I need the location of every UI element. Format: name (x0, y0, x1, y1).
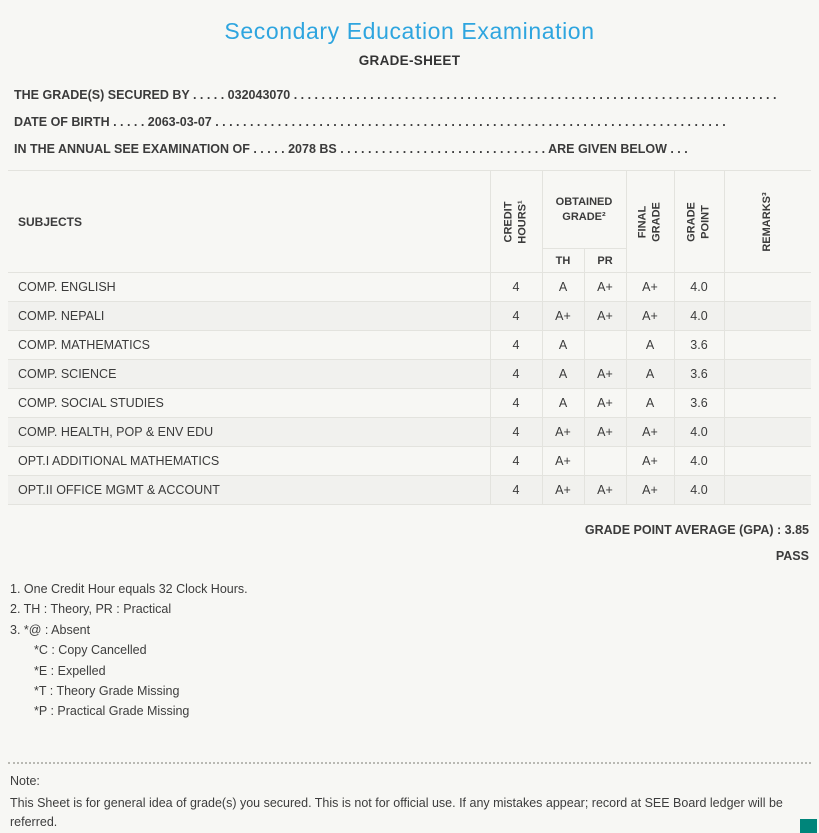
pr-grade-cell (584, 447, 626, 476)
pr-grade-cell: A+ (584, 389, 626, 418)
th-grade-cell: A+ (542, 476, 584, 505)
grades-table-body (8, 273, 811, 505)
col-header-th: TH (542, 249, 584, 273)
col-header-pr: PR (584, 249, 626, 273)
table-row (8, 273, 811, 302)
table-row (8, 331, 811, 360)
table-row (8, 476, 811, 505)
credit-cell: 4 (490, 273, 542, 302)
scroll-top-button[interactable] (800, 819, 817, 833)
note-label: Note: (10, 773, 40, 788)
table-row (8, 302, 811, 331)
remarks-cell (724, 360, 811, 389)
footnote-copy-cancelled: *C : Copy Cancelled (34, 643, 147, 658)
th-grade-cell: A (542, 331, 584, 360)
table-row (8, 389, 811, 418)
credit-cell: 4 (490, 389, 542, 418)
subject-cell: COMP. SOCIAL STUDIES (8, 389, 490, 418)
final-grade-cell: A+ (626, 447, 674, 476)
grade-point-label: GRADE POINT (685, 201, 711, 242)
footnote-absent: 3. *@ : Absent (10, 622, 91, 637)
remarks-label: REMARKS³ (760, 191, 773, 252)
final-grade-label: FINAL GRADE (636, 201, 662, 242)
credit-cell: 4 (490, 331, 542, 360)
footnote-expelled: *E : Expelled (34, 663, 106, 678)
th-grade-cell: A (542, 360, 584, 389)
grade-point-cell: 3.6 (674, 360, 724, 389)
col-header-remarks (724, 171, 811, 273)
subject-cell: OPT.II OFFICE MGMT & ACCOUNT (8, 476, 490, 505)
remarks-cell (724, 273, 811, 302)
final-grade-cell: A+ (626, 302, 674, 331)
credit-cell: 4 (490, 447, 542, 476)
subject-cell: COMP. SCIENCE (8, 360, 490, 389)
table-row (8, 360, 811, 389)
pr-grade-cell: A+ (584, 273, 626, 302)
note-text: This Sheet is for general idea of grade(s) you secured. This is not for official use. If any mistakes appear; record at SEE Board ledger will be referred. (10, 796, 783, 830)
date-of-birth-line: DATE OF BIRTH . . . . . 2063-03-07 . . . . . . . . . . . . . . . . . . . . . . . . . . . . . . . . . . . . . . . . . . . . . . . . . . . . . . . . . . . . . . . . . . . . . . . . . . (14, 115, 726, 129)
pr-grade-cell: A+ (584, 418, 626, 447)
grade-point-cell: 4.0 (674, 273, 724, 302)
exam-year-line: IN THE ANNUAL SEE EXAMINATION OF . . . . . 2078 BS . . . . . . . . . . . . . . . . . . . . . . . . . . . . . . ARE GIVEN BELOW . . . (14, 142, 688, 156)
remarks-cell (724, 447, 811, 476)
footnotes-section (8, 579, 811, 722)
gpa-line: GRADE POINT AVERAGE (GPA) : 3.85 (584, 523, 809, 537)
col-header-final-grade (626, 171, 674, 273)
col-header-credit-hours (490, 171, 542, 273)
pr-grade-cell: A+ (584, 302, 626, 331)
table-row (8, 447, 811, 476)
note-section (8, 772, 811, 833)
subject-cell: COMP. MATHEMATICS (8, 331, 490, 360)
remarks-cell (724, 331, 811, 360)
secured-by-line: THE GRADE(S) SECURED BY . . . . . 032043070 . . . . . . . . . . . . . . . . . . . . . . . . . . . . . . . . . . . . . . . . . . . . . . . . . . . . . . . . . . . . . . . . . . . . . . (14, 88, 777, 102)
pr-grade-cell: A+ (584, 360, 626, 389)
col-header-grade-point (674, 171, 724, 273)
final-grade-cell: A (626, 360, 674, 389)
grade-point-cell: 3.6 (674, 331, 724, 360)
grade-point-cell: 4.0 (674, 302, 724, 331)
footnote-credit-hours: 1. One Credit Hour equals 32 Clock Hours. (10, 582, 248, 596)
pr-grade-cell: A+ (584, 476, 626, 505)
credit-cell: 4 (490, 302, 542, 331)
dotted-divider (8, 762, 811, 764)
th-grade-cell: A (542, 389, 584, 418)
remarks-cell (724, 302, 811, 331)
subject-cell: OPT.I ADDITIONAL MATHEMATICS (8, 447, 490, 476)
summary-section (8, 523, 809, 563)
credit-cell: 4 (490, 360, 542, 389)
grade-point-cell: 4.0 (674, 447, 724, 476)
final-grade-cell: A+ (626, 476, 674, 505)
credit-cell: 4 (490, 418, 542, 447)
credit-cell: 4 (490, 476, 542, 505)
final-grade-cell: A (626, 389, 674, 418)
final-grade-cell: A (626, 331, 674, 360)
subject-cell: COMP. HEALTH, POP & ENV EDU (8, 418, 490, 447)
remarks-cell (724, 476, 811, 505)
subject-cell: COMP. ENGLISH (8, 273, 490, 302)
table-row (8, 418, 811, 447)
result-line: PASS (775, 549, 809, 563)
remarks-cell (724, 389, 811, 418)
col-header-subjects: SUBJECTS (8, 171, 490, 273)
th-grade-cell: A+ (542, 447, 584, 476)
th-grade-cell: A (542, 273, 584, 302)
remarks-cell (724, 418, 811, 447)
grade-point-cell: 4.0 (674, 418, 724, 447)
footnote-practical-missing: *P : Practical Grade Missing (34, 704, 190, 719)
subject-cell: COMP. NEPALI (8, 302, 490, 331)
page-title: Secondary Education Examination (224, 18, 595, 44)
pr-grade-cell (584, 331, 626, 360)
grade-point-cell: 3.6 (674, 389, 724, 418)
th-grade-cell: A+ (542, 302, 584, 331)
final-grade-cell: A+ (626, 273, 674, 302)
col-header-obtained-grade: OBTAINED GRADE² (542, 171, 626, 249)
grades-table-header (8, 171, 811, 273)
th-grade-cell: A+ (542, 418, 584, 447)
grades-table (8, 170, 811, 505)
footnote-th-pr: 2. TH : Theory, PR : Practical (10, 602, 172, 617)
credit-hours-label: CREDIT HOURS¹ (502, 199, 528, 244)
grade-point-cell: 4.0 (674, 476, 724, 505)
grade-sheet-heading: GRADE-SHEET (358, 53, 461, 68)
footnote-theory-missing: *T : Theory Grade Missing (34, 683, 180, 698)
final-grade-cell: A+ (626, 418, 674, 447)
